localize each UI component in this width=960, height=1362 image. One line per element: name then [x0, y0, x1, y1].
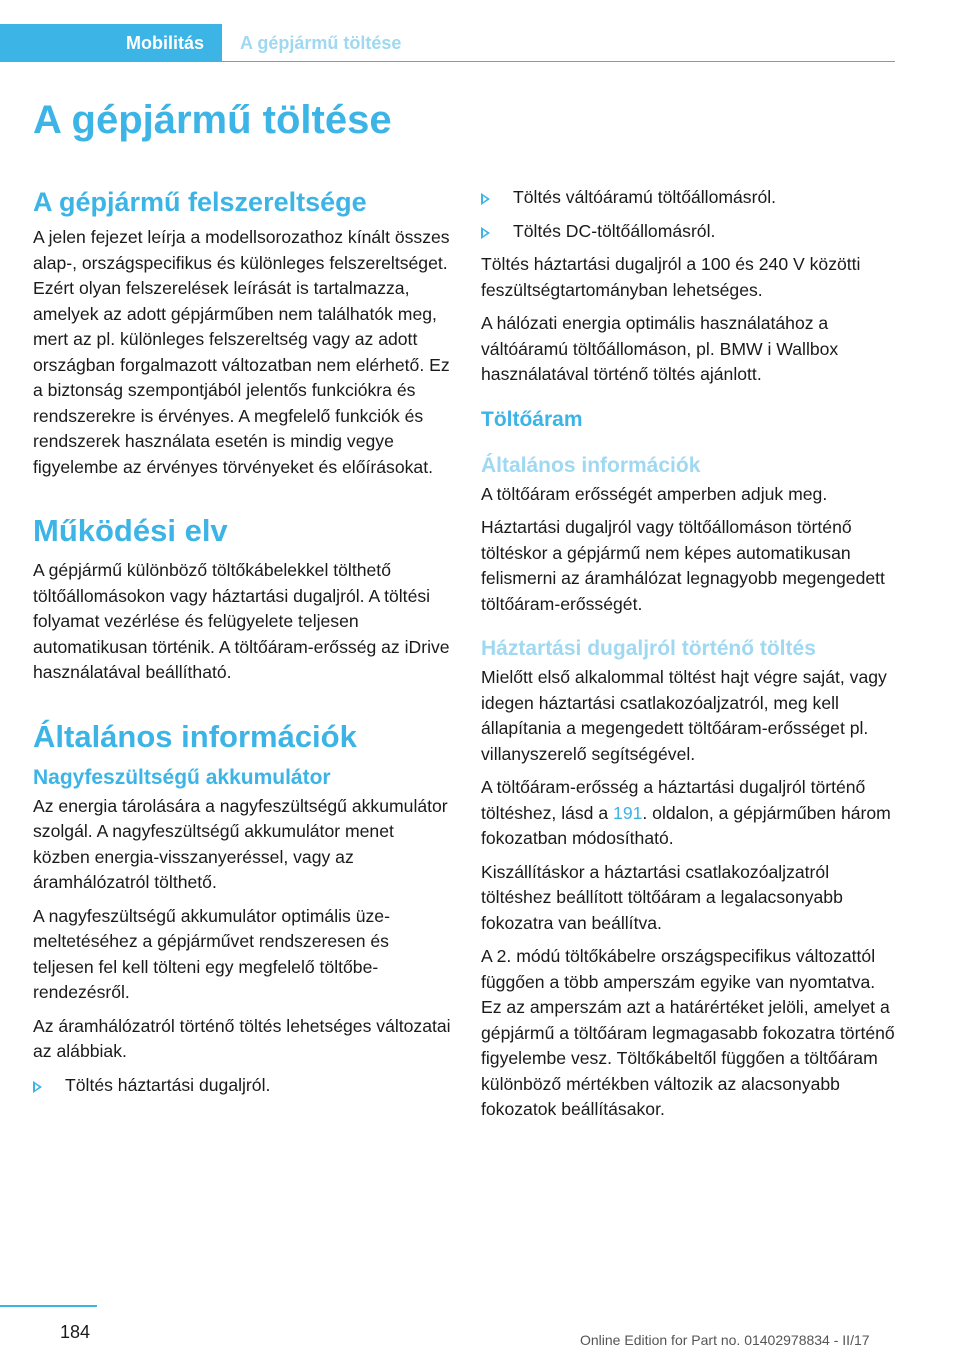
section-label: A gépjármű töltése [240, 32, 402, 53]
paragraph-current-2: Háztartási dugaljról vagy töltőállomáson történő töltéskor a gépjármű nem képes automatikusan felismerni az áramhálózat legnagyobb megengedett töltőáram-erősségét. [481, 517, 885, 614]
left-column [33, 185, 451, 1106]
heading-household-charging: Háztartási dugaljról történő töltés [481, 637, 816, 660]
heading-equipment: A gépjármű felszereltsége [33, 187, 367, 217]
header-bar [0, 24, 895, 62]
page-title: A gépjármű töltése [33, 98, 392, 142]
paragraph-household-2-end: . oldalon, a gépjárműben három fokozatban módosítható. [481, 802, 891, 848]
list-item [481, 185, 899, 211]
charging-options-list-continued [481, 185, 899, 244]
triangle-bullet-icon [33, 1081, 42, 1093]
paragraph-wallbox: A hálózati energia optimális használatához a váltóáramú töltőállomáson, pl. BMW i Wallbox használatával történő töltés ajánlott. [481, 313, 839, 384]
paragraph-current-1: A töltőáram erősségét amperben adjuk meg. [481, 483, 828, 504]
list-item-text: Töltés DC-töltőállomásról. [513, 220, 716, 241]
page-number: 184 [60, 1322, 91, 1342]
triangle-bullet-icon [481, 193, 490, 205]
edition-note: Online Edition for Part no. 01402978834 - II/17 [580, 1332, 870, 1348]
heading-general-info: Általános információk [481, 453, 701, 477]
list-item [481, 219, 899, 245]
paragraph-battery-1: Az energia tárolására a nagyfeszültségű akkumulátor szolgál. A nagyfeszültségű akkumulátor menet közben energia-visszanyeréssel, vagy az áramhálózatról tölthető. [33, 795, 448, 892]
triangle-bullet-icon [481, 227, 490, 239]
paragraph-household-2 [481, 775, 899, 852]
paragraph-household-3: Kiszállításkor a háztartási csatlakozóaljzatról töltéshez beállított töltőáram a legalacsonyabb fokozatra van beállítva. [481, 861, 843, 933]
paragraph-battery-3: Az áramhálózatról történő töltés lehetséges változatai az alábbiak. [33, 1015, 451, 1061]
chapter-tab[interactable] [0, 24, 222, 62]
right-column [481, 185, 899, 1131]
section-breadcrumb [240, 24, 401, 62]
paragraph-principle: A gépjármű különböző töltőkábelekkel tölthető töltőállomásokon vagy háztartási dugaljról. A töltési folyamat vezérlése és felügyelete teljesen automatikusan történik. A töltőáram-erősség az iDrive használatával beállítható. [33, 560, 450, 682]
paragraph-battery-2: A nagyfeszültségű akkumulátor optimális üzemeltetéséhez a gépjárművet rendszeresen és teljesen fel kell tölteni egy megfelelő töltőberendezésről. [33, 905, 390, 1002]
paragraph-household-voltage: Töltés háztartási dugaljról a 100 és 240 V közötti feszültségtartományban lehetséges. [481, 254, 861, 300]
footer-divider [0, 1305, 97, 1307]
paragraph-equipment: A jelen fejezet leírja a modellsorozathoz kínált összes alap-, országspecifikus és különleges felszereltséget. Ezért olyan felszerelések leírását is tartalmazza, amelyek az adott gépjárműben nem találhatók meg, mert az pl. különleges felszereltség vagy az adott országban forgalmazott változatban nem elérhető. Ez a biztonság szempontjából jelentős funkciókra és rendszerekre is érvényes. A megfelelő funkciók és rendszerek használata esetén is mindig vegye figyelembe az érvényes törvényeket és előírásokat. [33, 227, 450, 477]
page-reference-link[interactable]: 191 [613, 802, 643, 823]
heading-charging-current: Töltőáram [481, 407, 583, 431]
paragraph-household-1: Mielőtt első alkalommal töltést hajt végre saját, vagy idegen háztartási csatlakozóaljzatról, meg kell állapítania a megengedett töltőáram-erősséget pl. villanyszerelő segítségével. [481, 667, 887, 764]
chapter-label: Mobilitás [125, 32, 204, 53]
list-item-text: Töltés váltóáramú töltőállomásról. [513, 187, 777, 207]
heading-battery: Nagyfeszültségű akkumulátor [33, 765, 331, 789]
paragraph-household-2-start: A töltőáram-erősség a háztartási dugaljról történő töltéshez, lásd a [481, 777, 866, 823]
list-item [33, 1073, 451, 1099]
paragraph-household-4: A 2. módú töltőkábelre országspecifikus változattól függően a több amperszám egyike van nyomtatva. Ez az amperszám azt a határértéket jelöli, amelyet a gépjármű a töltőáram legmagasabb fokozatra történő figyelembe vesz. Töltőkábeltől függően a töltőáram különböző mértékben változik az alacsonyabb fokozatok beállításakor. [481, 946, 895, 1119]
header-divider [222, 61, 895, 62]
charging-options-list [33, 1073, 451, 1099]
list-item-text: Töltés háztartási dugaljról. [65, 1074, 271, 1095]
heading-general: Általános információk [33, 718, 357, 754]
heading-principle: Működési elv [33, 513, 228, 548]
